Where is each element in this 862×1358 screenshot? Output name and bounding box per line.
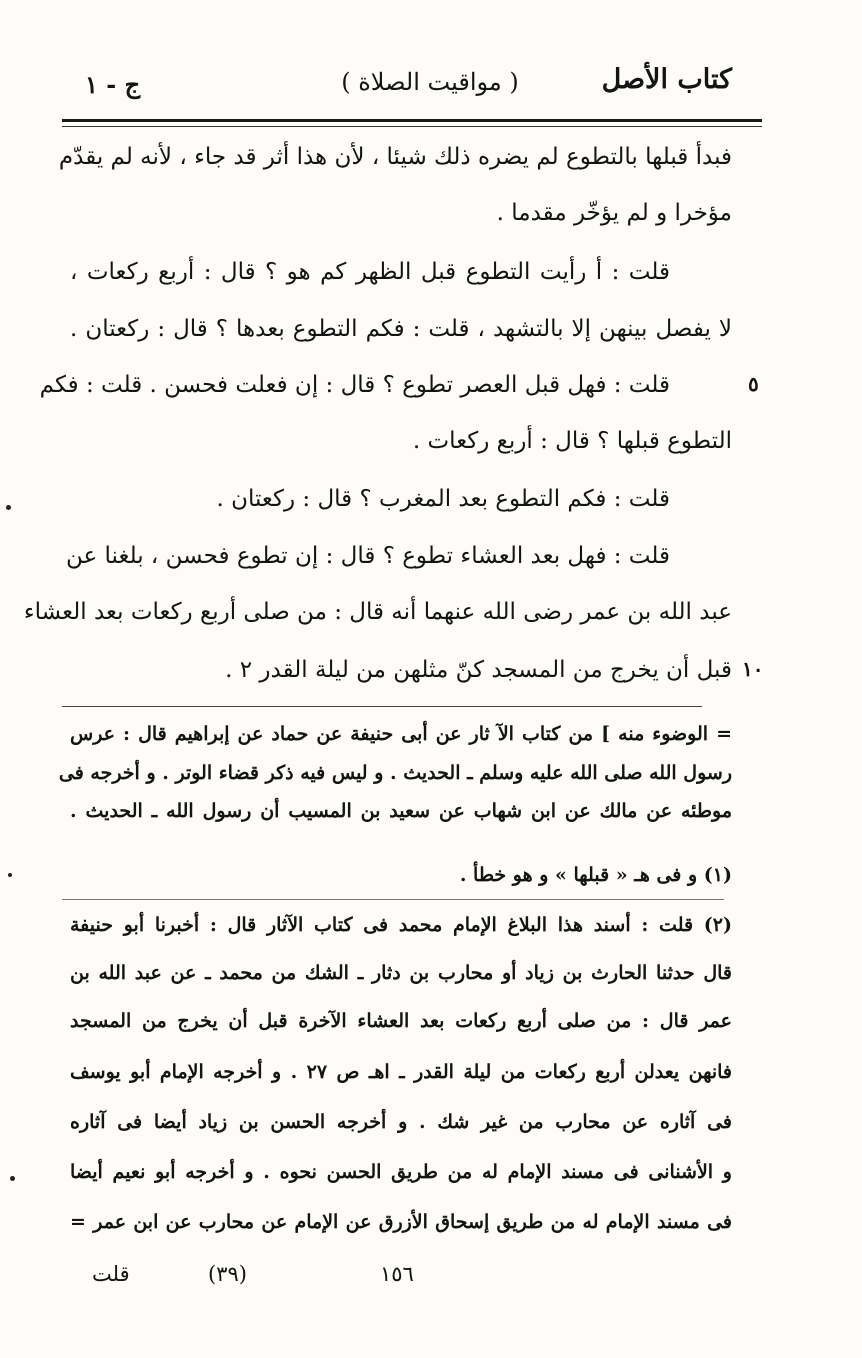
footnote-line-8: فانهن يعدلن أربع ركعات من ليلة القدر ـ اهـ ص ٢٧ . و أخرجه الإمام أبو يوسف xyxy=(70,1061,732,1083)
footnote-rule xyxy=(62,706,702,707)
footnote-line-10: و الأشنانى فى مسند الإمام له من طريق الحسن نحوه . و أخرجه أبو نعيم أيضا xyxy=(70,1161,732,1183)
footnote-separator xyxy=(62,899,724,900)
running-head-volume: ج - ١ xyxy=(85,70,141,99)
footnote-line-5: (٢) قلت : أسند هذا البلاغ الإمام محمد فى كتاب الآثار قال : أخبرنا أبو حنيفة xyxy=(70,914,732,936)
header-rule xyxy=(62,119,762,122)
text-line-3: قلت : أ رأيت التطوع قبل الظهر كم هو ؟ قال : أربع ركعات ، xyxy=(70,259,670,285)
header-rule-thin xyxy=(62,126,762,127)
text-line-9: عبد الله بن عمر رضى الله عنهما أنه قال : من صلى أربع ركعات بعد العشاء xyxy=(23,599,732,625)
footnote-line-7: عمر قال : من صلى أربع ركعات بعد العشاء الآخرة قبل أن يخرج من المسجد xyxy=(70,1010,732,1032)
text-line-4: لا يفصل بينهن إلا بالتشهد ، قلت : فكم التطوع بعدها ؟ قال : ركعتان . xyxy=(70,316,732,342)
running-head-book-title: كتاب الأصل xyxy=(601,64,732,95)
footnote-line-9: فى آثاره عن محارب من غير شك . و أخرجه الحسن بن زياد أيضا فى آثاره xyxy=(70,1111,732,1133)
text-line-2: مؤخرا و لم يؤخّر مقدما . xyxy=(496,200,732,226)
text-line-6: التطوع قبلها ؟ قال : أربع ركعات . xyxy=(412,428,732,454)
running-head-chapter: ( مواقيت الصلاة ) xyxy=(341,68,519,96)
footnote-line-1: = الوضوء منه ] من كتاب الآ ثار عن أبى حنيفة عن حماد عن إبراهيم قال : عرس xyxy=(70,723,732,745)
text-line-10: قبل أن يخرج من المسجد كنّ مثلهن من ليلة القدر ٢ . xyxy=(225,657,732,683)
text-line-5: قلت : فهل قبل العصر تطوع ؟ قال : إن فعلت فحسن . قلت : فكم xyxy=(39,372,670,398)
text-line-8: قلت : فهل بعد العشاء تطوع ؟ قال : إن تطوع فحسن ، بلغنا عن xyxy=(66,543,670,569)
footnote-line-2: رسول الله صلى الله عليه وسلم ـ الحديث . و ليس فيه ذكر قضاء الوتر . و أخرجه فى xyxy=(58,762,732,784)
footnote-line-11: فى مسند الإمام له من طريق إسحاق الأزرق عن الإمام عن محارب عن ابن عمر = xyxy=(70,1211,732,1233)
line-number-5: ٥ xyxy=(748,372,759,396)
catchword: قلت xyxy=(92,1262,130,1286)
footnote-line-6: قال حدثنا الحارث بن زياد أو محارب بن دثار ـ الشك من محمد ـ عن عبد الله بن xyxy=(70,962,732,984)
page-number: ١٥٦ xyxy=(380,1262,414,1286)
footnote-line-3: موطئه عن مالك عن ابن شهاب عن سعيد بن المسيب أن رسول الله ـ الحديث . xyxy=(70,800,732,822)
text-line-1: فبدأ قبلها بالتطوع لم يضره ذلك شيئا ، لأن هذا أثر قد جاء ، لأنه لم يقدّم xyxy=(58,144,732,170)
scan-speck xyxy=(8,873,12,877)
text-line-7: قلت : فكم التطوع بعد المغرب ؟ قال : ركعتان . xyxy=(216,486,670,512)
scan-speck xyxy=(10,1176,15,1181)
signature-mark: (٣٩) xyxy=(208,1262,247,1286)
scan-speck xyxy=(6,505,11,510)
footnote-line-4: (١) و فى هـ « قبلها » و هو خطأ . xyxy=(459,864,732,886)
line-number-10: ١٠ xyxy=(742,657,764,681)
